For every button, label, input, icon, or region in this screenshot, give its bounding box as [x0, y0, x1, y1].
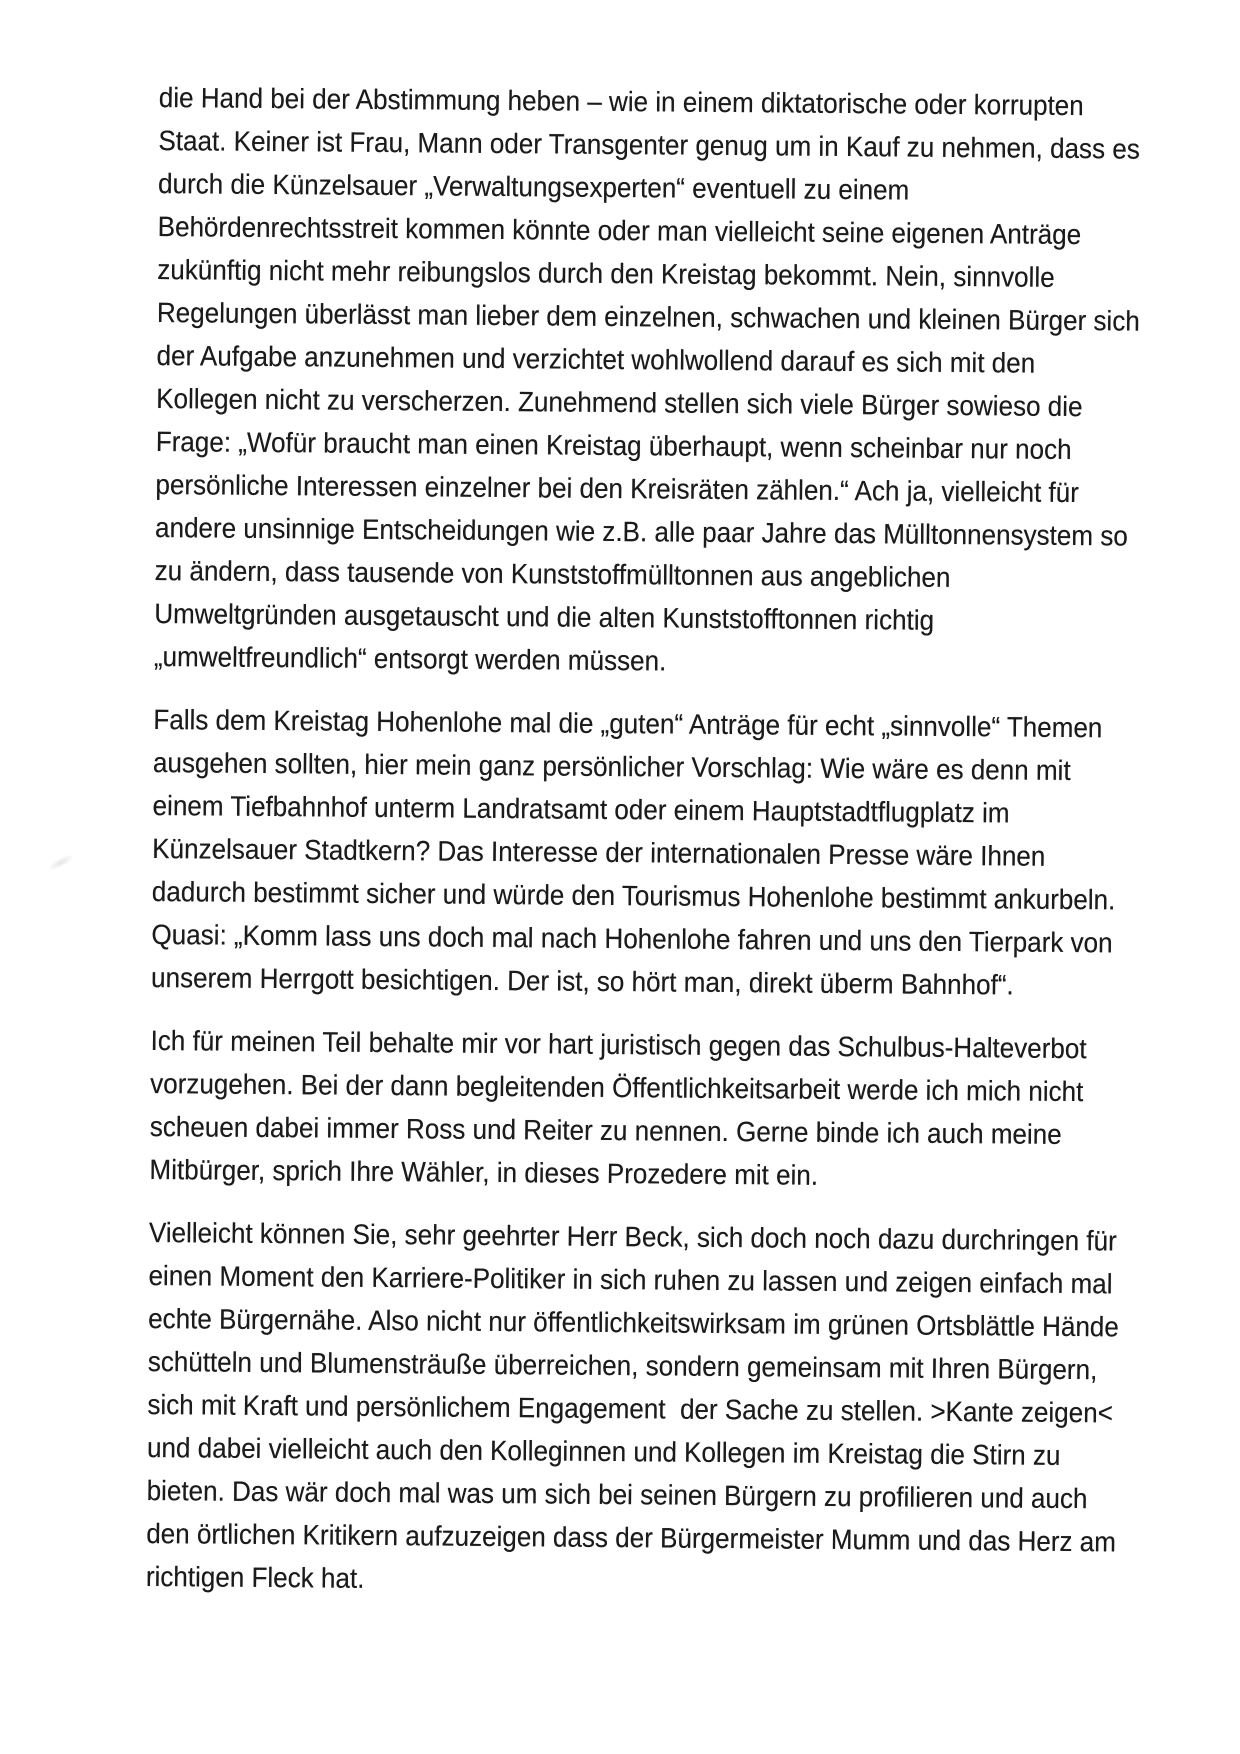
paragraph-3 — [149, 1019, 1099, 1199]
text-line: und dabei vielleicht auch den Kolleginnen und Kollegen im Kreistag die Stirn zu — [146, 1431, 1061, 1471]
text-line: andere unsinnige Entscheidungen wie z.B. alle paar Jahre das Mülltonnensystem so — [154, 511, 1128, 552]
text-line: Frage: „Wofür braucht man einen Kreistag überhaupt, wenn scheinbar nur noch — [155, 425, 1072, 465]
text-line: „umweltfreundlich“ entsorgt werden müssen. — [153, 640, 667, 677]
text-line: sich mit Kraft und persönlichem Engagement der Sache zu stellen. >Kante zeigen< — [147, 1388, 1114, 1429]
text-line: die Hand bei der Abstimmung heben – wie in einem diktatorische oder korrupten — [158, 81, 1084, 122]
text-line: der Aufgabe anzunehmen und verzichtet wohlwollend darauf es sich mit den — [156, 339, 1036, 379]
text-line: zukünftig nicht mehr reibungslos durch den Kreistag bekommt. Nein, sinnvolle — [157, 253, 1055, 293]
text-line: Falls dem Kreistag Hohenlohe mal die „guten“ Anträge für echt „sinnvolle“ Themen — [153, 703, 1103, 744]
text-line: Umweltgründen ausgetauscht und die alten Kunststofftonnen richtig — [154, 597, 935, 636]
scan-smudge-mark — [46, 851, 77, 873]
text-line: dadurch bestimmt sicher und würde den Tourismus Hohenlohe bestimmt ankurbeln. — [151, 875, 1116, 916]
paragraph-1 — [153, 76, 1140, 686]
scan-ink-speck — [768, 1329, 771, 1332]
text-line: Kollegen nicht zu verscherzen. Zunehmend stellen sich viele Bürger sowieso die — [156, 382, 1083, 423]
text-line: einen Moment den Karriere-Politiker in sich ruhen zu lassen und zeigen einfach mal — [148, 1259, 1113, 1300]
paragraph-2 — [150, 698, 1116, 1007]
text-line: durch die Künzelsauer „Verwaltungsexperten“ eventuell zu einem — [157, 167, 910, 206]
text-line: bieten. Das wär doch mal was um sich bei seinen Bürgern zu profilieren und auch — [146, 1474, 1088, 1515]
text-line: Künzelsauer Stadtkern? Das Interesse der internationalen Presse wäre Ihnen — [152, 832, 1046, 872]
text-line: Quasi: „Komm lass uns doch mal nach Hohenlohe fahren und uns den Tierpark von — [151, 918, 1113, 959]
text-line: Regelungen überlässt man lieber dem einzelnen, schwachen und kleinen Bürger sich — [156, 296, 1140, 337]
text-line: Mitbürger, sprich Ihre Wähler, in dieses Prozedere mit ein. — [149, 1153, 819, 1191]
text-line: einem Tiefbahnhof unterm Landratsamt oder einem Hauptstadtflugplatz im — [152, 789, 1010, 829]
text-line: richtigen Fleck hat. — [145, 1560, 365, 1594]
text-line: Staat. Keiner ist Frau, Mann oder Transgenter genug um in Kauf zu nehmen, dass es — [158, 124, 1140, 165]
text-line: schütteln und Blumensträuße überreichen, sondern gemeinsam mit Ihren Bürgern, — [147, 1345, 1098, 1386]
letter-body — [145, 76, 1140, 1606]
text-line: unserem Herrgott besichtigen. Der ist, so hört man, direkt überm Bahnhof“. — [150, 961, 1014, 1001]
text-line: Behördenrechtsstreit kommen könnte oder man vielleicht seine eigenen Anträge — [157, 210, 1082, 251]
text-line: Vielleicht können Sie, sehr geehrter Herr Beck, sich doch noch dazu durchringen für — [148, 1216, 1117, 1257]
text-line: zu ändern, dass tausende von Kunststoffmülltonnen aus angeblichen — [154, 554, 951, 593]
paragraph-4 — [145, 1211, 1119, 1606]
text-line: scheuen dabei immer Ross und Reiter zu nennen. Gerne binde ich auch meine — [149, 1110, 1062, 1150]
text-line: Ich für meinen Teil behalte mir vor hart juristisch gegen das Schulbus-Halteverbot — [150, 1024, 1087, 1065]
text-line: ausgehen sollten, hier mein ganz persönlicher Vorschlag: Wie wäre es denn mit — [152, 746, 1071, 786]
text-line: vorzugehen. Bei der dann begleitenden Öffentlichkeitsarbeit werde ich mich nicht — [150, 1067, 1084, 1108]
text-line: den örtlichen Kritikern aufzuzeigen dass der Bürgermeister Mumm und das Herz am — [146, 1517, 1117, 1558]
text-line: persönliche Interessen einzelner bei den Kreisräten zählen.“ Ach ja, vielleicht für — [155, 468, 1080, 509]
text-line: echte Bürgernähe. Also nicht nur öffentlichkeitswirksam im grünen Ortsblättle Hände — [148, 1302, 1119, 1343]
